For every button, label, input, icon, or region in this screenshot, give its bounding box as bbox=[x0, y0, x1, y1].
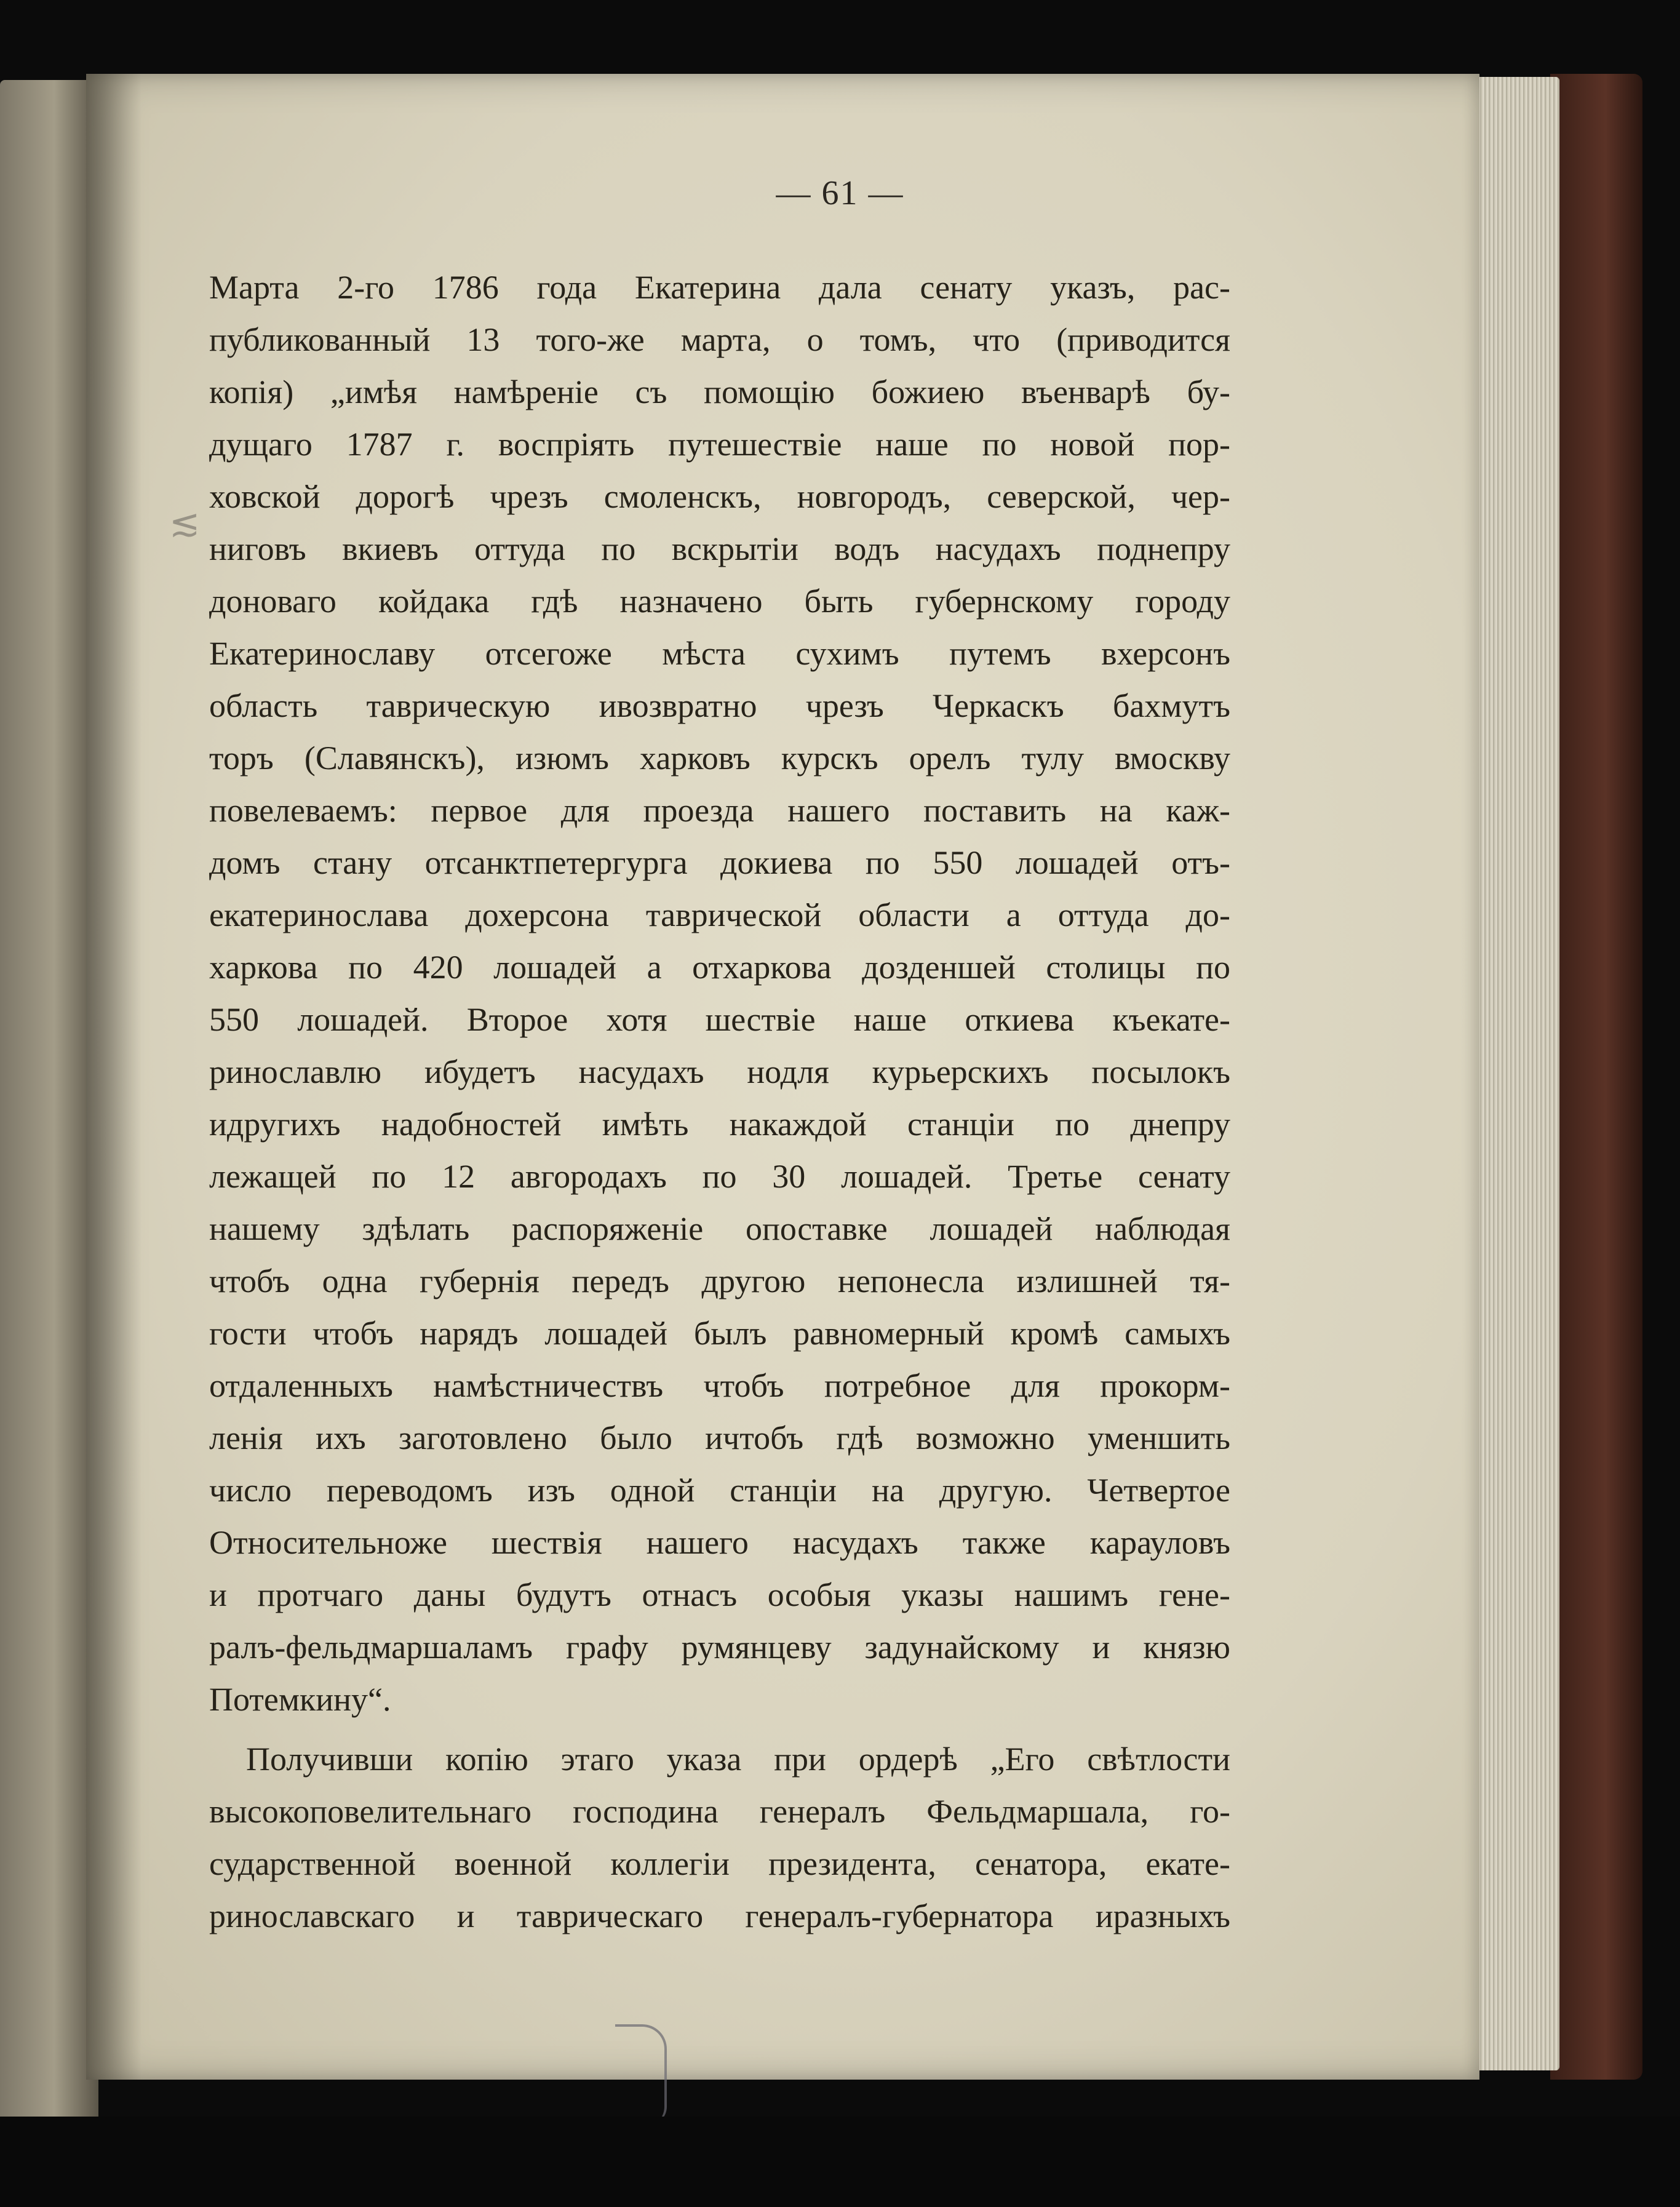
text-line: копія) „имѣя намѣреніе съ помощію божиею въенварѣ бу- bbox=[209, 373, 1230, 410]
text-line: ниговъ вкиевъ оттуда по вскрытіи водъ насудахъ поднепру bbox=[209, 530, 1230, 567]
text-line: гости чтобъ нарядъ лошадей былъ равномерный кромѣ самыхъ bbox=[209, 1315, 1230, 1352]
text-line: область таврическую ивозвратно чрезъ Черкаскъ бахмутъ bbox=[209, 687, 1230, 724]
text-line: екатеринослава дохерсона таврической области а оттуда до- bbox=[209, 896, 1230, 933]
text-line: число переводомъ изъ одной станціи на другую. Четвертое bbox=[209, 1472, 1230, 1509]
text-line: публикованный 13 того-же марта, о томъ, что (приводится bbox=[209, 321, 1230, 358]
text-line: чтобъ одна губернія передъ другою непонесла излишней тя- bbox=[209, 1263, 1230, 1299]
page-number: — 61 — bbox=[776, 174, 904, 212]
page-edges bbox=[1473, 77, 1559, 2070]
text-line: дущаго 1787 г. воспріять путешествіе наше по новой пор- bbox=[209, 426, 1230, 463]
text-line: харкова по 420 лошадей а отхаркова дозденшей столицы по bbox=[209, 949, 1230, 986]
text-line: ховской дорогѣ чрезъ смоленскъ, новгородъ, северской, чер- bbox=[209, 478, 1230, 515]
book-cover-edge bbox=[1550, 74, 1642, 2080]
text-line: высокоповелительнаго господина генералъ Фельдмаршала, го- bbox=[209, 1793, 1230, 1830]
text-line: Получивши копію этаго указа при ордерѣ „Его свѣтлости bbox=[246, 1741, 1230, 1778]
text-line: ринославскаго и таврическаго генералъ-губернатора иразныхъ bbox=[209, 1898, 1230, 1934]
text-line: Екатеринославу отсегоже мѣста сухимъ путемъ вхерсонъ bbox=[209, 635, 1230, 672]
text-line: повелеваемъ: первое для проезда нашего поставить на каж- bbox=[209, 792, 1230, 829]
text-line: доноваго койдака гдѣ назначено быть губернскому городу bbox=[209, 583, 1230, 620]
left-facing-page bbox=[0, 80, 98, 2123]
text-line: домъ стану отсанктпетергурга докиева по 550 лошадей отъ- bbox=[209, 844, 1230, 881]
scan-background bbox=[0, 2117, 1680, 2207]
text-line: торъ (Славянскъ), изюмъ харковъ курскъ орелъ тулу вмоскву bbox=[209, 740, 1230, 776]
margin-pencil-mark: ≲ bbox=[169, 503, 201, 543]
text-line: лежащей по 12 авгородахъ по 30 лошадей. Третье сенату bbox=[209, 1158, 1230, 1195]
text-line: и протчаго даны будутъ отнасъ особыя указы нашимъ гене- bbox=[209, 1576, 1230, 1613]
text-line: Потемкину“. bbox=[209, 1681, 391, 1718]
text-line: сударственной военной коллегіи президента, сенатора, екате- bbox=[209, 1845, 1230, 1882]
gutter-shadow bbox=[86, 74, 141, 2080]
text-line: 550 лошадей. Второе хотя шествіе наше откиева къекате- bbox=[209, 1001, 1230, 1038]
text-line: ринославлю ибудетъ насудахъ нодля курьерскихъ посылокъ bbox=[209, 1053, 1230, 1090]
text-line: отдаленныхъ намѣстничествъ чтобъ потребное для прокорм- bbox=[209, 1367, 1230, 1404]
text-line: Марта 2-го 1786 года Екатерина дала сенату указъ, рас- bbox=[209, 269, 1230, 306]
text-line: идругихъ надобностей имѣть накаждой станціи по днепру bbox=[209, 1106, 1230, 1143]
page-body bbox=[209, 261, 1230, 1942]
text-line: Относительноже шествія нашего насудахъ также карауловъ bbox=[209, 1524, 1230, 1561]
text-line: ленія ихъ заготовлено было ичтобъ гдѣ возможно уменшить bbox=[209, 1419, 1230, 1456]
text-line: нашему здѣлать распоряженіе опоставке лошадей наблюдая bbox=[209, 1210, 1230, 1247]
text-line: ралъ-фельдмаршаламъ графу румянцеву задунайскому и князю bbox=[209, 1629, 1230, 1666]
bookmark-ribbon-mark bbox=[615, 2024, 667, 2125]
